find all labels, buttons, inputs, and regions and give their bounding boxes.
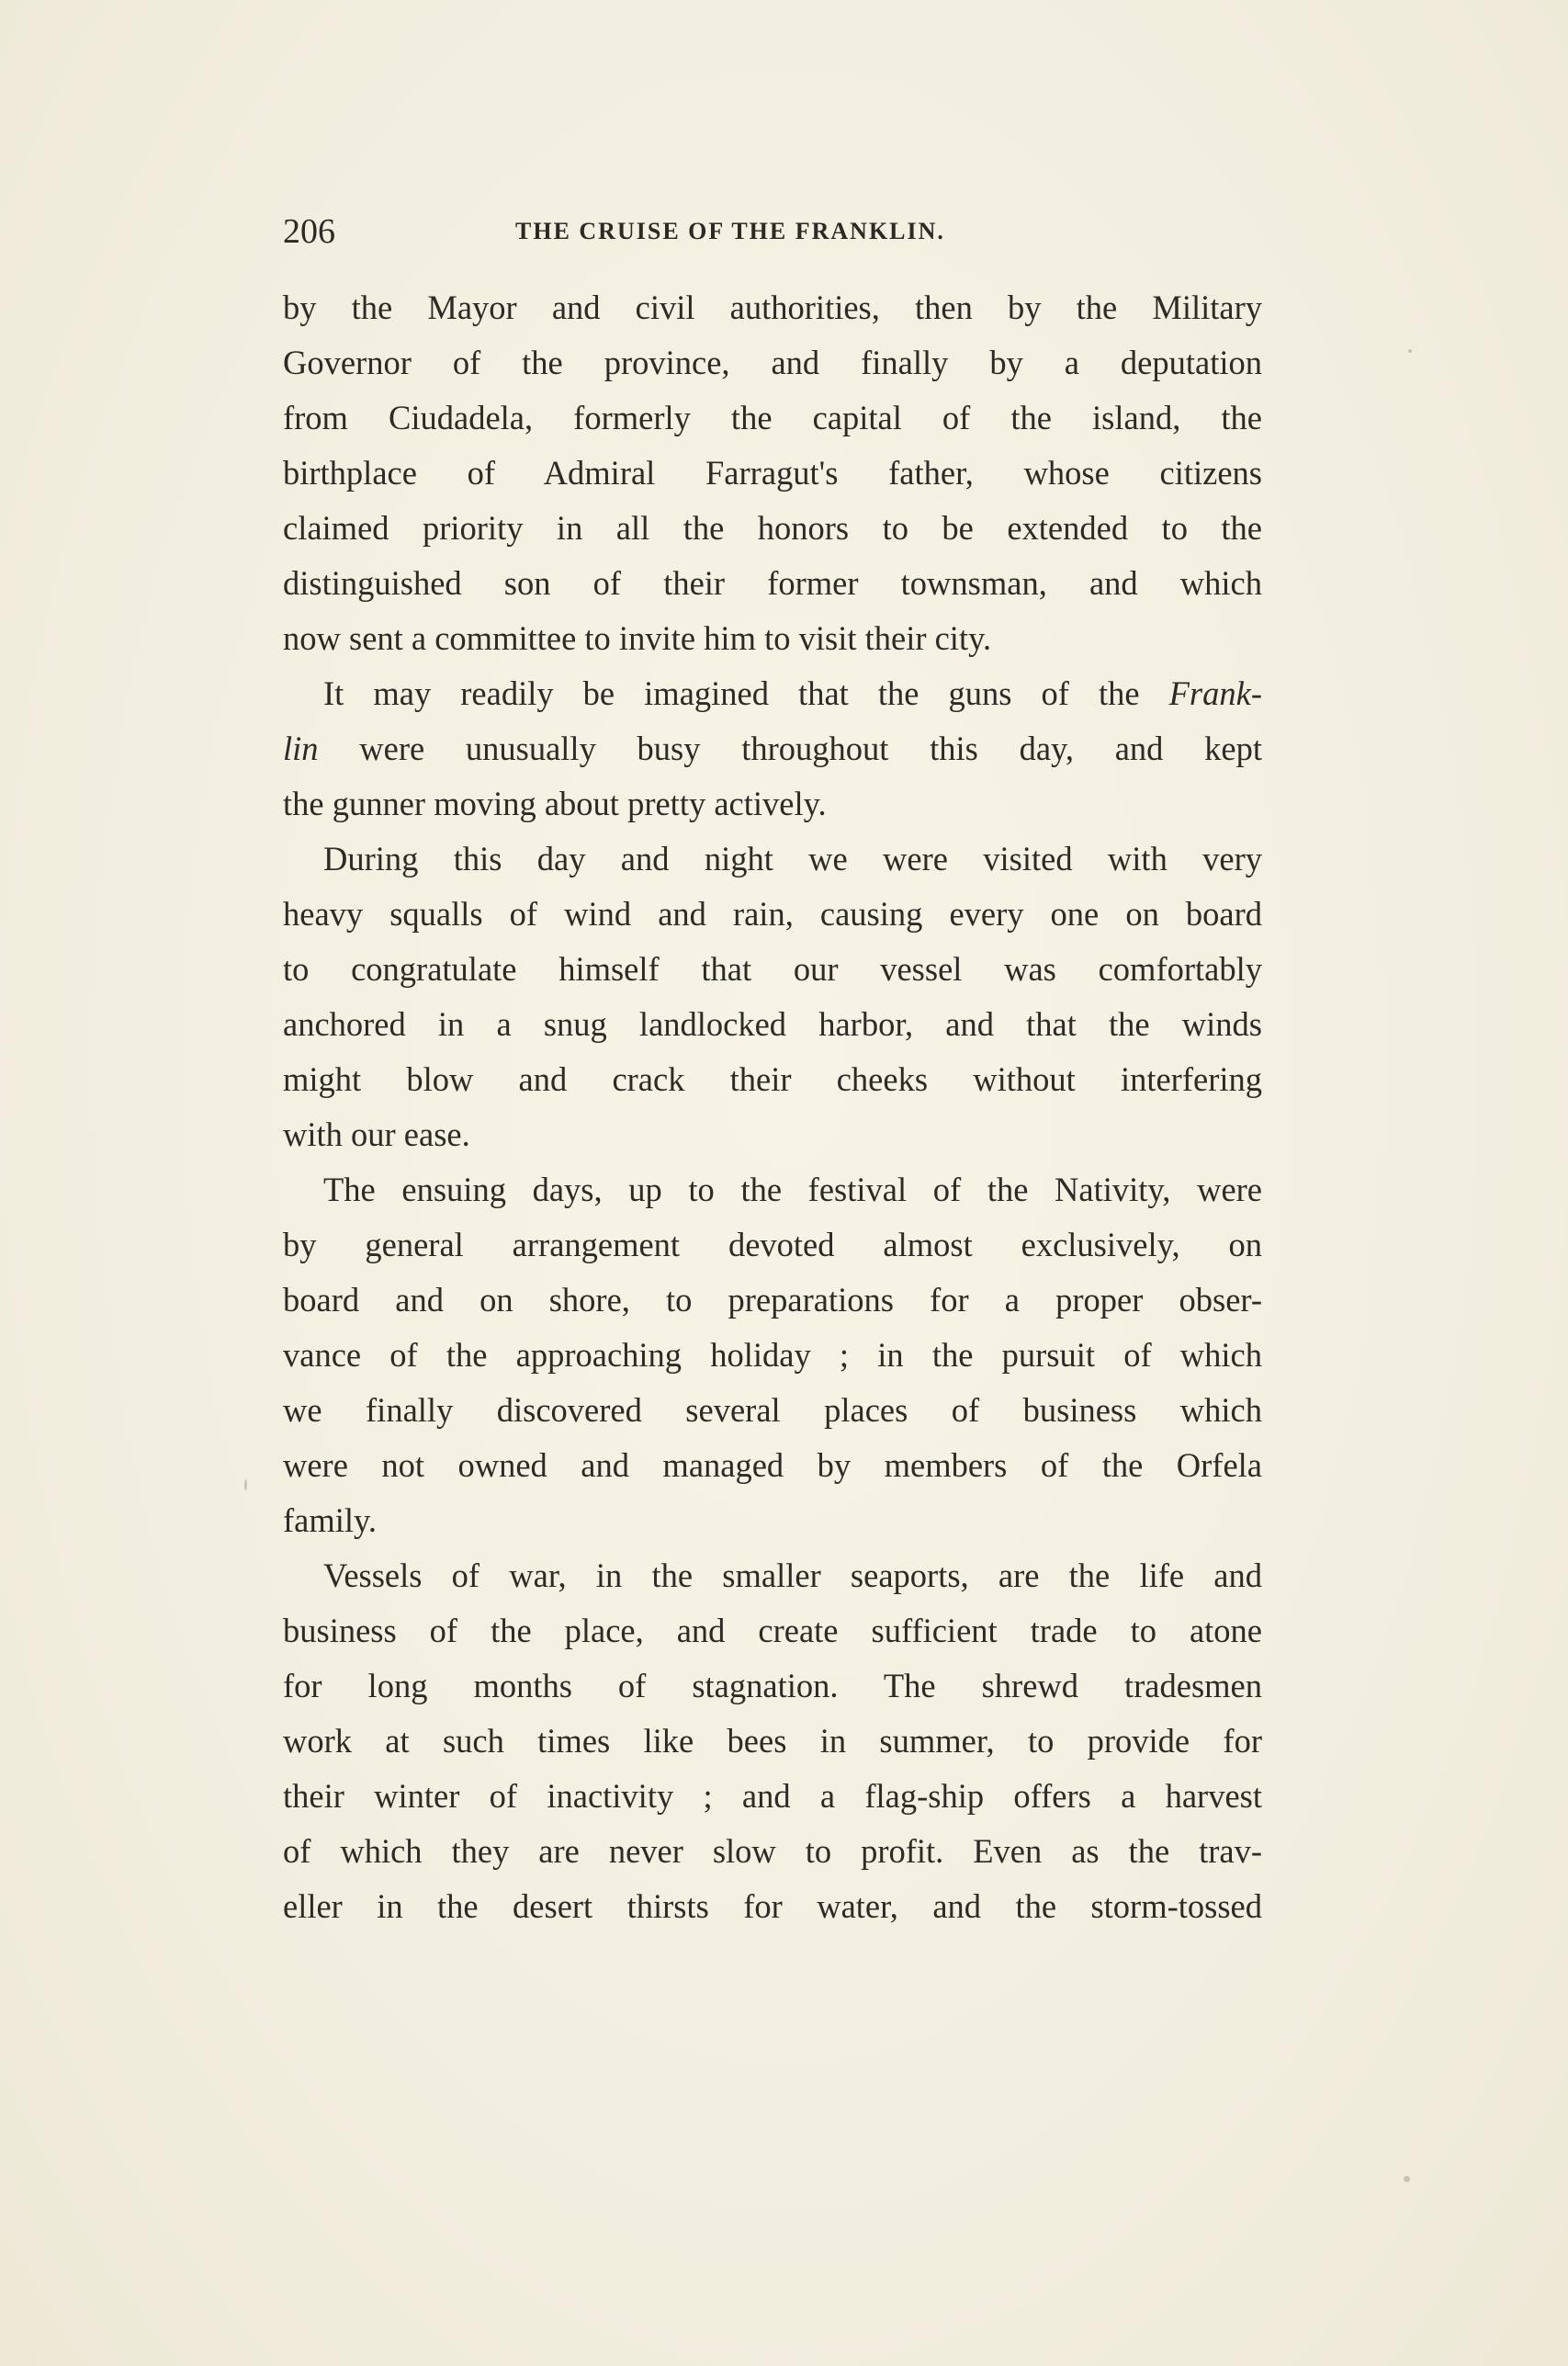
running-head [283, 204, 1262, 259]
paper-speck [1408, 349, 1412, 353]
text-line: Vessels of war, in the smaller seaports, are the life and [323, 1557, 1262, 1594]
text-line: work at such times like bees in summer, to provide for [283, 1722, 1262, 1760]
text-line: were not owned and managed by members of the Orfela [283, 1446, 1262, 1484]
text-line: to congratulate himself that our vessel was comfortably [283, 950, 1262, 988]
text-line: family. [283, 1501, 378, 1539]
paper-speck [244, 1479, 247, 1490]
text-line: by general arrangement devoted almost exclusively, on [283, 1226, 1262, 1263]
text-line: the gunner moving about pretty actively. [283, 785, 827, 822]
text-line: vance of the approaching holiday ; in the pursuit of which [283, 1336, 1262, 1374]
text-line: distinguished son of their former townsman, and which [283, 564, 1262, 602]
text-line: now sent a committee to invite him to visit their city. [283, 619, 992, 657]
text-line [283, 721, 1262, 776]
text-line: from Ciudadela, formerly the capital of the island, the [283, 399, 1262, 436]
page-number: 206 [283, 212, 335, 251]
text-line: birthplace of Admiral Farragut's father, whose citizens [283, 454, 1262, 492]
text-line: with our ease. [283, 1115, 470, 1153]
italic-ship-name: Frank- [1168, 674, 1262, 712]
text-line: business of the place, and create sufficient trade to atone [283, 1612, 1262, 1649]
text-line: their winter of inactivity ; and a flag-ship offers a harvest [283, 1777, 1262, 1815]
line-segment: were unusually busy throughout this day, and kept [318, 730, 1262, 767]
text-line: we finally discovered several places of business which [283, 1391, 1262, 1429]
text-line: During this day and night we were visited with very [323, 840, 1262, 877]
body-text [283, 280, 1262, 1934]
paper-speck [1404, 2176, 1410, 2182]
italic-ship-name: lin [283, 730, 319, 767]
text-line [283, 666, 1262, 721]
text-line: heavy squalls of wind and rain, causing every one on board [283, 895, 1262, 933]
text-line: might blow and crack their cheeks without interfering [283, 1060, 1262, 1098]
line-segment: It may readily be imagined that the guns of the [323, 674, 1169, 712]
text-line: claimed priority in all the honors to be extended to the [283, 509, 1262, 547]
text-line: board and on shore, to preparations for a proper obser- [283, 1281, 1262, 1319]
text-line: Governor of the province, and finally by a deputation [283, 344, 1262, 381]
running-title: THE CRUISE OF THE FRANKLIN. [515, 218, 945, 244]
text-line: of which they are never slow to profit. Even as the trav- [283, 1832, 1262, 1870]
text-line: eller in the desert thirsts for water, and the storm-tossed [283, 1887, 1262, 1925]
text-line: anchored in a snug landlocked harbor, and that the winds [283, 1005, 1262, 1043]
text-line: by the Mayor and civil authorities, then by the Military [283, 289, 1262, 326]
text-line: for long months of stagnation. The shrewd tradesmen [283, 1667, 1262, 1704]
text-line: The ensuing days, up to the festival of the Nativity, were [323, 1171, 1262, 1208]
